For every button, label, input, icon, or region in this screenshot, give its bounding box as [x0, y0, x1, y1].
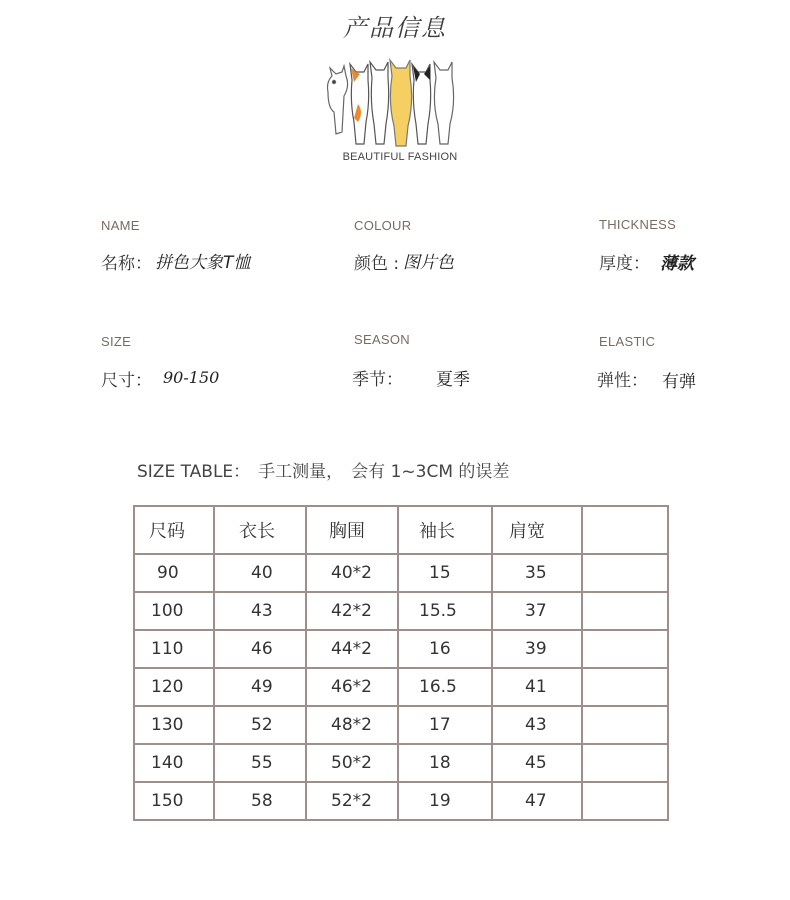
- cell-empty: [582, 782, 668, 820]
- cell-length: 46: [214, 630, 306, 668]
- cell-chest: 42*2: [306, 592, 398, 630]
- cell-empty: [582, 630, 668, 668]
- cell-chest: 52*2: [306, 782, 398, 820]
- cell-length: 55: [214, 744, 306, 782]
- thickness-label: THICKNESS: [599, 217, 677, 232]
- season-label: SEASON: [354, 332, 410, 347]
- elastic-key: 弹性：: [597, 371, 648, 391]
- table-row: [134, 592, 668, 630]
- size-table-heading-main: 手工测量，: [258, 462, 344, 482]
- cell-shoulder: 45: [492, 744, 582, 782]
- column-header-shoulder: 肩宽: [492, 506, 582, 554]
- name-value: 拼色大象T恤: [155, 253, 251, 273]
- name-label: NAME: [101, 218, 140, 233]
- cell-length: 43: [214, 592, 306, 630]
- table-row: [134, 782, 668, 820]
- cell-chest: 48*2: [306, 706, 398, 744]
- colour-value: 图片色: [403, 253, 454, 273]
- size-key: 尺寸：: [101, 371, 152, 391]
- column-header-chest: 胸围: [306, 506, 398, 554]
- cell-empty: [582, 668, 668, 706]
- cell-size: 90: [134, 554, 214, 592]
- cell-shoulder: 35: [492, 554, 582, 592]
- cell-shoulder: 47: [492, 782, 582, 820]
- page-title: 产品信息: [343, 14, 447, 42]
- thickness-key: 厚度：: [599, 254, 650, 274]
- cell-chest: 46*2: [306, 668, 398, 706]
- column-header-size: 尺码: [134, 506, 214, 554]
- elastic-value: 有弹: [662, 372, 696, 392]
- colour-key: 颜色 :: [354, 254, 400, 274]
- column-header-length: 衣长: [214, 506, 306, 554]
- cell-length: 49: [214, 668, 306, 706]
- cell-length: 40: [214, 554, 306, 592]
- cell-sleeve: 15.5: [398, 592, 492, 630]
- table-row: [134, 630, 668, 668]
- cell-chest: 50*2: [306, 744, 398, 782]
- table-row: [134, 706, 668, 744]
- size-table-header-row: [134, 506, 668, 554]
- elastic-label: ELASTIC: [599, 334, 656, 349]
- cell-size: 120: [134, 668, 214, 706]
- logo-caption: BEAUTIFUL FASHION: [342, 151, 458, 163]
- cats-illustration-logo: [318, 52, 468, 152]
- size-table-heading-prefix: SIZE TABLE：: [137, 462, 251, 482]
- cell-shoulder: 37: [492, 592, 582, 630]
- size-value: 90-150: [163, 368, 220, 387]
- cell-sleeve: 18: [398, 744, 492, 782]
- cell-size: 110: [134, 630, 214, 668]
- column-header-empty: [582, 506, 668, 554]
- cell-size: 100: [134, 592, 214, 630]
- colour-label: COLOUR: [354, 218, 412, 233]
- name-key: 名称：: [101, 254, 152, 274]
- cell-sleeve: 16: [398, 630, 492, 668]
- cell-size: 140: [134, 744, 214, 782]
- cell-size: 130: [134, 706, 214, 744]
- table-row: [134, 668, 668, 706]
- cell-empty: [582, 744, 668, 782]
- column-header-sleeve: 袖长: [398, 506, 492, 554]
- cell-length: 52: [214, 706, 306, 744]
- cell-shoulder: 39: [492, 630, 582, 668]
- cell-empty: [582, 592, 668, 630]
- table-row: [134, 554, 668, 592]
- table-row: [134, 744, 668, 782]
- cell-empty: [582, 554, 668, 592]
- season-key: 季节：: [352, 370, 403, 390]
- cell-shoulder: 43: [492, 706, 582, 744]
- thickness-value: 薄款: [660, 254, 694, 274]
- size-table-heading: [137, 457, 509, 482]
- cell-chest: 44*2: [306, 630, 398, 668]
- size-table: [133, 505, 669, 821]
- cell-chest: 40*2: [306, 554, 398, 592]
- season-value: 夏季: [436, 370, 470, 390]
- cell-sleeve: 17: [398, 706, 492, 744]
- cell-sleeve: 15: [398, 554, 492, 592]
- size-table-heading-note: 会有 1~3CM 的误差: [351, 462, 510, 482]
- cell-size: 150: [134, 782, 214, 820]
- cell-shoulder: 41: [492, 668, 582, 706]
- cell-sleeve: 19: [398, 782, 492, 820]
- cell-empty: [582, 706, 668, 744]
- cell-sleeve: 16.5: [398, 668, 492, 706]
- size-label: SIZE: [101, 334, 132, 349]
- cell-length: 58: [214, 782, 306, 820]
